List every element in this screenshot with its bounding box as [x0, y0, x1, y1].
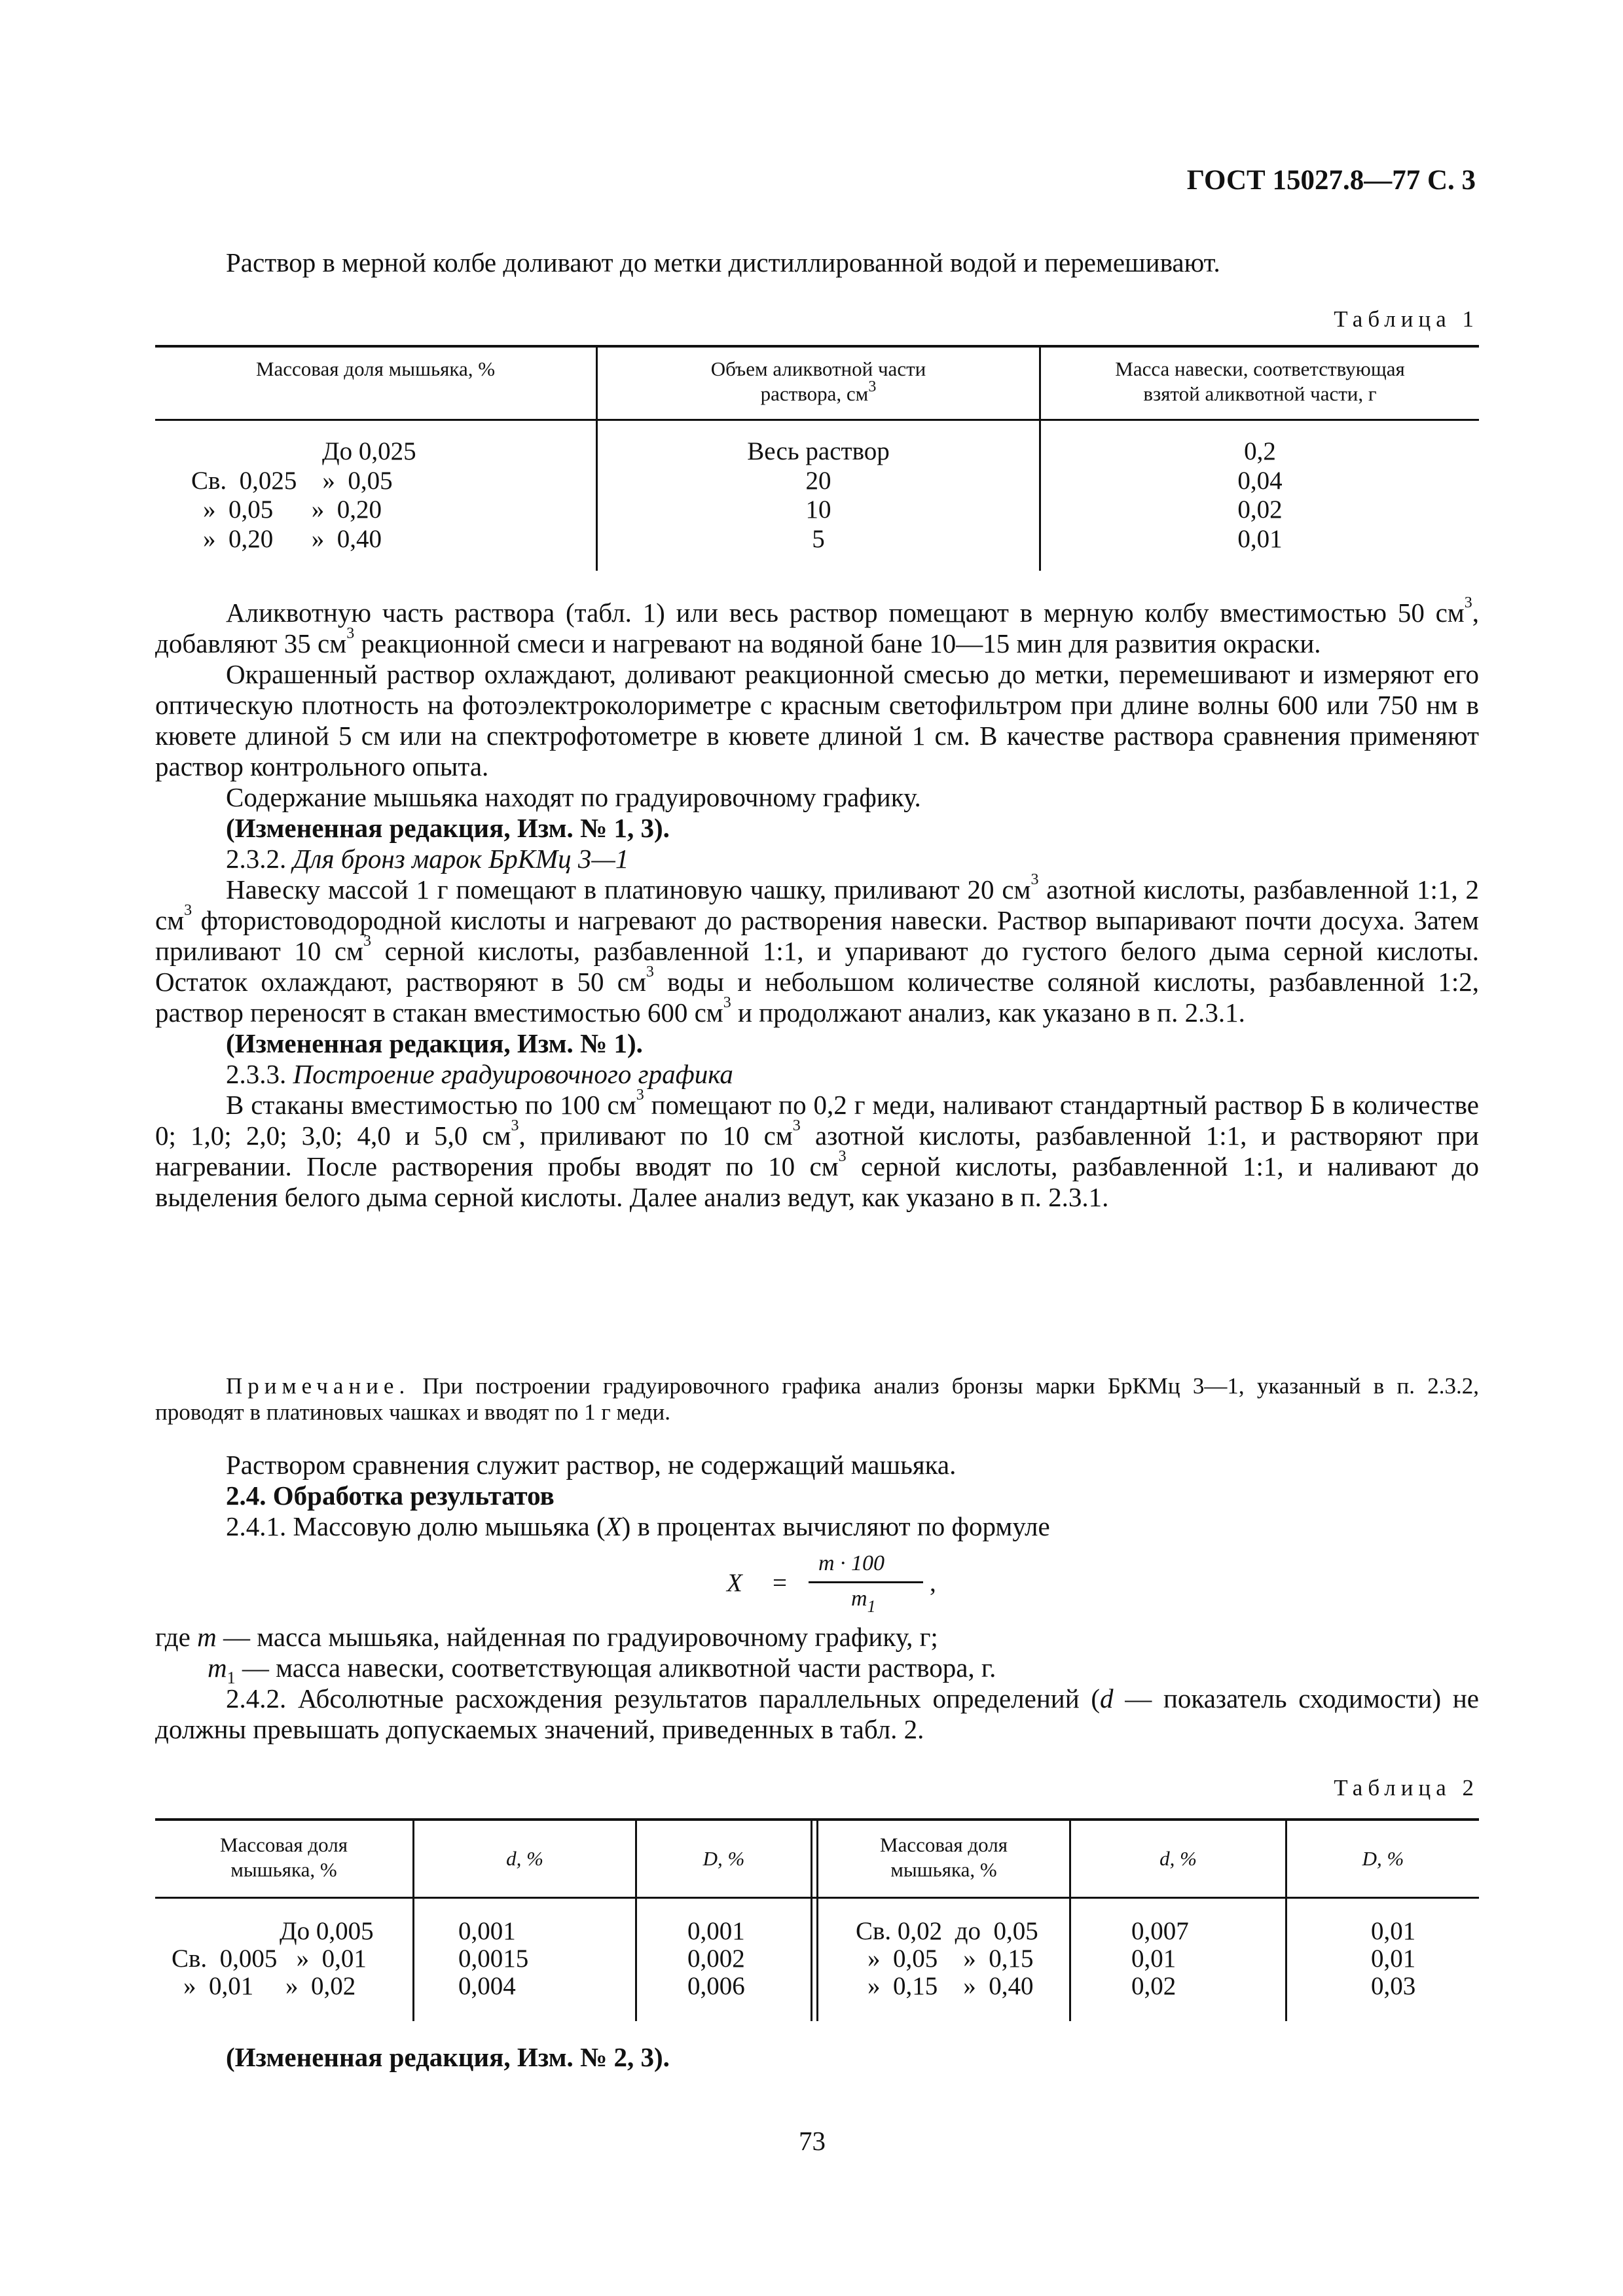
table2-header-mass-right-line1: Массовая доля [880, 1833, 1008, 1856]
table1-top-rule [155, 345, 1479, 348]
reference-paragraph: Раствором сравнения служит раствор, не содержащий машьяка. [226, 1450, 957, 1480]
where-m1-symbol: m [208, 1653, 227, 1683]
aliquot-paragraph [155, 594, 1479, 659]
table-row: » 0,15 » 0,40 [867, 1972, 1034, 2000]
table2-caption: Таблица 2 [1334, 1775, 1479, 1801]
table2-header-D-left: D, % [702, 1847, 745, 1870]
table2-header-mass-right-line2: мышьяка, % [890, 1858, 997, 1881]
p241-text-a: 2.4.1. Массовую долю мышьяка ( [226, 1511, 606, 1541]
table-cell: 0,001 [687, 1917, 745, 1945]
table2-header-mass-left-line2: мышьяка, % [230, 1858, 337, 1881]
table1-header-rule [155, 419, 1479, 421]
p241-text-b: ) в процентах вычисляют по формуле [621, 1511, 1050, 1541]
calibration-text-d: азотной кислоты, разбавленной 1:1, и растворяют при нагревании. После растворения пробы вводят по 10 см [155, 1121, 1479, 1181]
superscript: 3 [511, 1117, 519, 1134]
section-2-3-3-number: 2.3.3. [226, 1059, 293, 1089]
calibration-text-e: серной кислоты, разбавленной 1:1, и наливают до выделения белого дыма серной кислоты. Далее анализ ведут, как указано в п. 2.3.1. [155, 1151, 1480, 1212]
note-paragraph [155, 1373, 1479, 1426]
superscript: 3 [363, 933, 372, 950]
where-m-line [155, 1622, 1479, 1653]
aliquot-text-c: реакционной смеси и нагревают на водяной бане 10—15 мин для развития окраски. [354, 628, 1321, 658]
table-cell: 0,001 [458, 1917, 516, 1945]
table1-header-mass-fraction: Массовая доля мышьяка, % [255, 357, 496, 380]
table2-left-d-column [458, 1918, 528, 2000]
table1-header-aliquot-text: раствора, см [760, 382, 869, 405]
table1-header-aliquot-line2 [598, 378, 1039, 406]
table-cell: 0,007 [1131, 1917, 1189, 1945]
aliquot-text-b: , добавляют 35 см [155, 598, 1479, 658]
table-cell: 0,0015 [458, 1945, 529, 1973]
table-cell: Весь раствор [747, 437, 890, 465]
amendment-note-2-3: (Измененная редакция, Изм. № 2, 3). [226, 2042, 670, 2072]
calibration-paragraph [155, 1086, 1480, 1213]
superscript: 3 [1030, 871, 1039, 888]
where-m1-sub: 1 [227, 1668, 236, 1687]
page-header: ГОСТ 15027.8—77 С. 3 [1186, 165, 1476, 196]
table2-header-d-right: d, % [1159, 1847, 1197, 1870]
table-row: Св. 0,005 » 0,01 [172, 1945, 367, 1973]
table-row: Св. 0,02 до 0,05 [856, 1917, 1038, 1945]
table-cell: 0,01 [1237, 524, 1283, 553]
table2-right-d-column [1131, 1918, 1189, 2000]
calibration-text-b: помещают по 0,2 г меди, наливают стандартный раствор Б в количестве 0; 1,0; 2,0; 3,0; 4,0 и 5,0 см [155, 1090, 1479, 1151]
table1-header-aliquot-line1: Объем аликвотной части [710, 357, 926, 380]
section-2-3-2-title: Для бронз марок БрКМц 3—1 [293, 844, 629, 874]
where-m-text: — масса мышьяка, найденная по градуировочному графику, г; [216, 1622, 938, 1652]
paragraph-2-4-1 [155, 1511, 1479, 1542]
table2-header-d-left: d, % [506, 1847, 543, 1870]
superscript: 3 [184, 902, 192, 919]
table-row: » 0,20 » 0,40 [203, 524, 382, 553]
where-m1-line [155, 1653, 1479, 1687]
table2-header-mass-right [818, 1833, 1069, 1882]
formula-denominator-sub: 1 [867, 1597, 876, 1616]
table1-range-column [191, 437, 416, 554]
table2-header-mass-left [155, 1833, 412, 1882]
table-cell: 0,02 [1237, 495, 1283, 524]
p242-d-symbol: d [1100, 1683, 1114, 1713]
table1-volume-column [598, 437, 1039, 554]
table-cell: 0,04 [1237, 466, 1283, 495]
note-text: При построении градуировочного графика анализ бронзы марки БрКМц 3—1, указанный в п. 2.3.2, проводят в платиновых чашках и вводят по 1 г меди. [155, 1373, 1479, 1425]
body-block-2 [155, 1450, 1479, 1542]
p242-text-a: 2.4.2. Абсолютные расхождения результатов параллельных определений ( [226, 1683, 1101, 1713]
table2-divider-double-a [811, 1818, 812, 2021]
bronze-text-d: серной кислоты, разбавленной 1:1, и упаривают до густого белого дыма серной кислоты. Остаток охлаждают, растворяют в 50 см [155, 936, 1479, 997]
table-row: » 0,05 » 0,20 [203, 495, 382, 524]
table-cell: 5 [812, 524, 825, 553]
where-m1-text: — масса навески, соответствующая аликвотной части раствора, г. [235, 1653, 996, 1683]
bronze-text-e: воды и небольшом количестве соляной кислоты, разбавленной 1:2, раствор переносят в стакан вместимостью 600 см [155, 967, 1479, 1028]
table-row: » 0,05 » 0,15 [867, 1945, 1034, 1973]
superscript: 3 [636, 1086, 644, 1103]
body-block-1 [155, 594, 1480, 1213]
table2-right-range-column [856, 1918, 1038, 2000]
where-block [155, 1622, 1479, 1745]
amendment-note-1-3: (Измененная редакция, Изм. № 1, 3). [226, 813, 670, 843]
table2-right-D-column [1371, 1918, 1415, 2000]
table-row: До 0,025 [322, 437, 416, 465]
amendment-note-1: (Измененная редакция, Изм. № 1). [226, 1028, 643, 1058]
table2-header-D-right: D, % [1362, 1847, 1404, 1870]
table-cell: 0,004 [458, 1972, 516, 2000]
table-cell: 0,03 [1371, 1972, 1416, 2000]
superscript: 3 [646, 963, 654, 980]
section-2-4-heading: 2.4. Обработка результатов [226, 1480, 555, 1511]
table-cell: 0,01 [1131, 1945, 1176, 1973]
p241-variable: X [605, 1511, 622, 1541]
measurement-paragraph: Окрашенный раствор охлаждают, доливают реакционной смесью до метки, перемешивают и измеряют его оптическую плотность на фотоэлектроколориметре с красным светофильтром при длине волны 600 или 750 нм в кювете длиной 5 см или на спектрофотометре в кювете длиной 1 см. В качестве раствора сравнения применяют раствор контрольного опыта. [155, 659, 1479, 781]
page-number: 73 [799, 2126, 826, 2156]
superscript: 3 [346, 625, 355, 642]
content-paragraph: Содержание мышьяка находят по градуировочному графику. [226, 782, 921, 812]
formula-denominator-text: m [851, 1587, 867, 1611]
table1-header-aliquot-volume [598, 357, 1039, 406]
table1-mass-column [1041, 437, 1479, 554]
table2-left-range-column [172, 1918, 374, 2000]
table2-header-mass-left-line1: Массовая доля [220, 1833, 348, 1856]
note-label: Примечание. [226, 1373, 410, 1399]
where-lead: где [155, 1622, 198, 1652]
superscript: 3 [838, 1148, 847, 1165]
calibration-text-c: , приливают по 10 см [519, 1121, 793, 1151]
table-cell: 10 [805, 495, 831, 524]
section-2-3-3-heading [155, 1059, 1479, 1090]
formula-lhs: X [727, 1569, 742, 1597]
table1-header-sample-line1: Масса навески, соответствующая [1115, 357, 1405, 380]
superscript: 3 [1464, 594, 1472, 611]
bronze-text-f: и продолжают анализ, как указано в п. 2.3.1. [731, 997, 1245, 1028]
section-2-3-3-title: Построение градуировочного графика [293, 1059, 733, 1089]
formula-numerator: m · 100 [818, 1551, 885, 1575]
table-row: До 0,005 [280, 1917, 374, 1945]
calibration-text-a: В стаканы вместимостью по 100 см [226, 1090, 636, 1120]
formula-equals: = [773, 1569, 787, 1597]
table-cell: 20 [805, 466, 831, 495]
aliquot-text-a: Аликвотную часть раствора (табл. 1) или весь раствор помещают в мерную колбу вместимостью 50 см [226, 598, 1465, 628]
section-2-3-2-number: 2.3.2. [226, 844, 293, 874]
section-2-3-2-heading [155, 844, 1479, 874]
table1-header-sample-mass [1041, 357, 1479, 406]
formula-fraction-bar [809, 1581, 923, 1583]
superscript: 3 [723, 994, 731, 1011]
superscript: 3 [792, 1117, 801, 1134]
table2-left-D-column [687, 1918, 745, 2000]
table-cell: 0,01 [1371, 1917, 1416, 1945]
table-cell: 0,2 [1244, 437, 1276, 465]
bronze-paragraph [155, 871, 1480, 1028]
bronze-text-a: Навеску массой 1 г помещают в платиновую чашку, приливают 20 см [226, 874, 1031, 905]
paragraph-2-4-2 [155, 1683, 1479, 1745]
table-cell: 0,002 [687, 1945, 745, 1973]
formula-denominator [851, 1587, 876, 1616]
p242-text-b: — показатель сходимости) не должны превышать допускаемых значений, приведенных в табл. 2. [155, 1683, 1480, 1744]
bronze-text-b: азотной кислоты, разбавленной 1:1, 2 см [155, 874, 1480, 935]
intro-paragraph: Раствор в мерной колбе доливают до метки дистиллированной водой и перемешивают. [226, 247, 1220, 278]
formula-comma: , [930, 1569, 936, 1597]
where-m-symbol: m [197, 1622, 217, 1652]
table1-header-sample-line2: взятой аликвотной части, г [1143, 382, 1377, 405]
table-row: » 0,01 » 0,02 [183, 1972, 356, 2000]
table-cell: 0,006 [687, 1972, 745, 2000]
bronze-text-c: фтористоводородной кислоты и нагревают до растворения навески. Раствор выпаривают почти досуха. Затем приливают 10 см [155, 905, 1479, 966]
table1-header-aliquot-sup: 3 [868, 378, 877, 395]
table-cell: 0,01 [1371, 1945, 1416, 1973]
table-row: Св. 0,025 » 0,05 [191, 466, 393, 495]
table-cell: 0,02 [1131, 1972, 1176, 2000]
table1-caption: Таблица 1 [1334, 306, 1479, 332]
